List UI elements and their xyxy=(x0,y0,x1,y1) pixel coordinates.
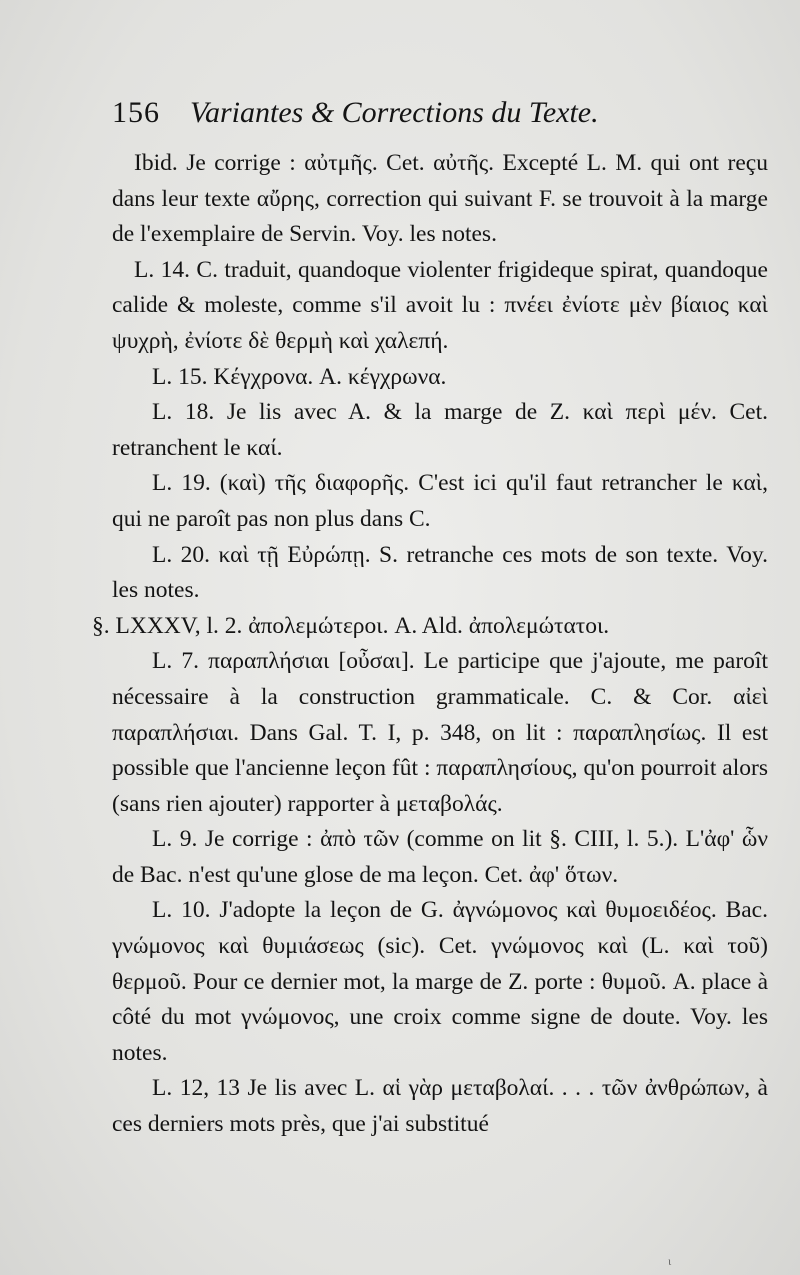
running-title: Variantes & Corrections du Texte. xyxy=(190,96,599,129)
page-body xyxy=(92,146,768,1143)
paragraph-l12: L. 12, 13 Je lis avec L. αἱ γὰρ μεταβολαί. . . . τῶν ἀνθρώπων, à ces derniers mots près, que j'ai substitué xyxy=(112,1075,768,1138)
page-number: 156 xyxy=(112,96,160,129)
margin-mark: ι xyxy=(668,1254,672,1268)
paragraph-l9: L. 9. Je corrige : ἀπὸ τῶν (comme on lit §. CIII, l. 5.). L'ἀφ' ὧν de Bac. n'est qu'une glose de ma leçon. Cet. ἀφ' ὅτων. xyxy=(112,826,768,888)
paragraph-l14: L. 14. C. traduit, quandoque violenter frigideque spirat, quandoque calide & moleste, comme s'il avoit lu : πνέει ἐνίοτε μὲν βίαιος καὶ ψυχρὴ, ἐνίοτε δὲ θερμὴ καὶ χαλεπή. xyxy=(112,256,768,354)
paragraph-l18: L. 18. Je lis avec A. & la marge de Z. καὶ περὶ μέν. Cet. retranchent le καί. xyxy=(112,399,768,461)
paragraph-l15: L. 15. Κέγχρονα. A. κέγχρωνα. xyxy=(152,363,447,390)
paragraph-l19: L. 19. (καὶ) τῆς διαφορῆς. C'est ici qu'il faut retrancher le καὶ, qui ne paroît pas non plus dans C. xyxy=(112,470,768,532)
paragraph-ibid: Ibid. Je corrige : αὐτμῆς. Cet. αὐτῆς. Excepté L. M. qui ont reçu dans leur texte αὔρης, correction qui suivant F. se trouvoit à la marge de l'exemplaire de Servin. Voy. les notes. xyxy=(112,150,768,248)
paragraph-l20: L. 20. καὶ τῇ Εὐρώπῃ. S. retranche ces mots de son texte. Voy. les notes. xyxy=(112,541,768,604)
running-header xyxy=(112,96,752,140)
section-heading-lxxxv: §. LXXXV, l. 2. ἀπολεμώτεροι. A. Ald. ἀπολεμώτατοι. xyxy=(92,612,610,639)
paragraph-l10: L. 10. J'adopte la leçon de G. ἀγνώμονος καὶ θυμοειδέος. Bac. γνώμονος καὶ θυμιάσεως (sic). Cet. γνώμονος καὶ (L. καὶ τοῦ) θερμοῦ. Pour ce dernier mot, la marge de Z. porte : θυμοῦ. A. place à côté du mot γνώμονος, une croix comme signe de doute. Voy. les notes. xyxy=(112,897,768,1066)
paragraph-l7: L. 7. παραπλήσιαι [οὖσαι]. Le participe que j'ajoute, me paroît nécessaire à la construction grammaticale. C. & Cor. αἰεὶ παραπλήσιαι. Dans Gal. T. I, p. 348, on lit : παραπλησίως. Il est possible que l'ancienne leçon fût : παραπλησίους, qu'on pourroit alors (sans rien ajouter) rapporter à μεταβολάς. xyxy=(112,648,768,817)
